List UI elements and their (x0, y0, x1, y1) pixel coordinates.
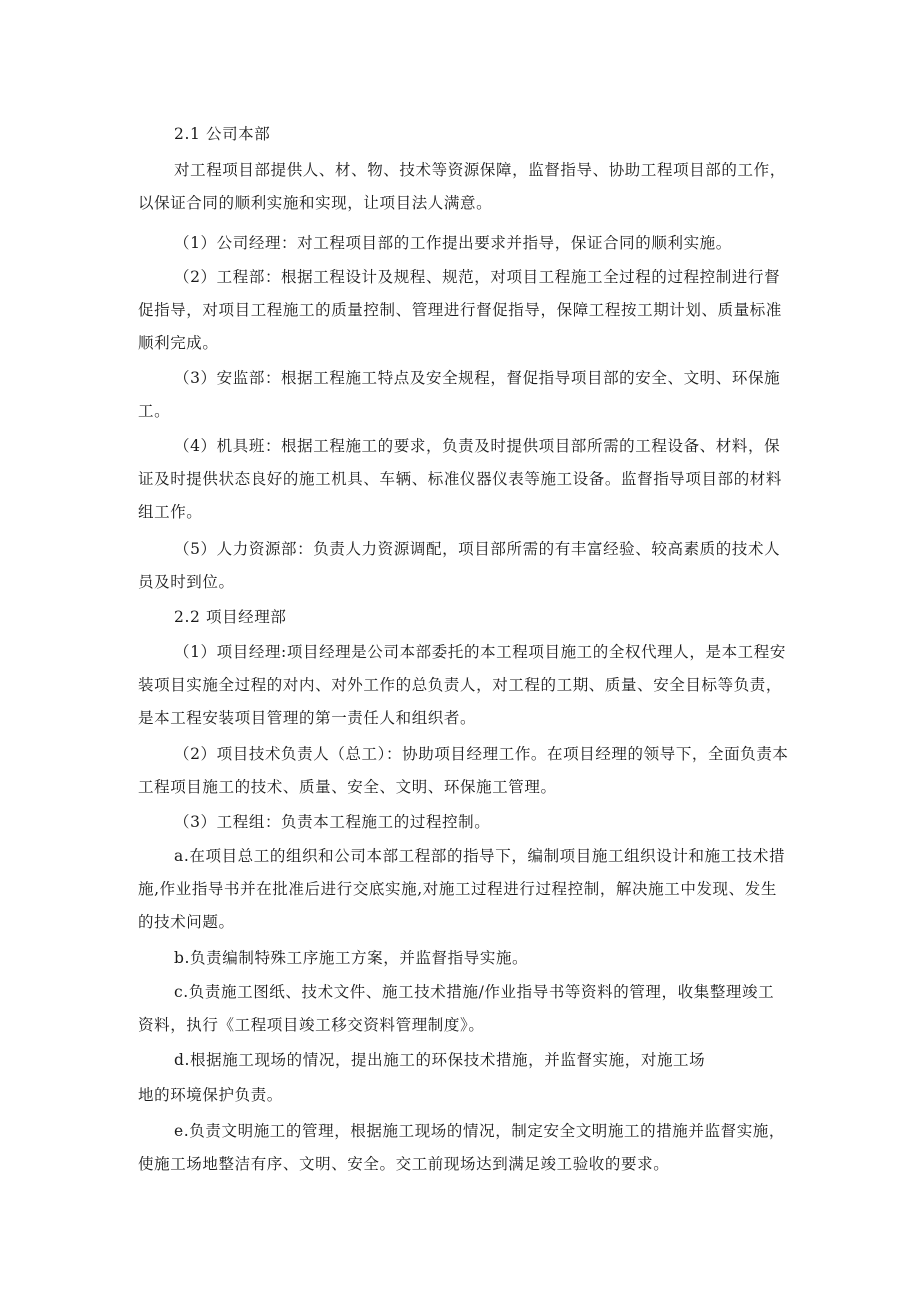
paragraph: c.负责施工图纸、技术文件、施工技术措施/作业指导书等资料的管理，收集整理竣工资料，执行《工程项目竣工移交资料管理制度》。 (138, 983, 775, 1034)
paragraph: 对工程项目部提供人、材、物、技术等资源保障，监督指导、协助工程项目部的工作，以保证合同的顺利实施和实现，让项目法人满意。 (138, 161, 786, 212)
paragraph: （5）人力资源部：负责人力资源调配，项目部所需的有丰富经验、较高素质的技术人员及时到位。 (138, 540, 781, 591)
section-heading: 2.2 项目经理部 (174, 608, 287, 626)
paragraph: a.在项目总工的组织和公司本部工程部的指导下，编制项目施工组织设计和施工技术措施,作业指导书并在批准后进行交底实施,对施工过程进行过程控制，解决施工中发现、发生的技术问题。 (138, 847, 786, 931)
section-heading: 2.1 公司本部 (174, 125, 271, 143)
paragraph: （1）项目经理:项目经理是公司本部委托的本工程项目施工的全权代理人，是本工程安装项目实施全过程的对内、对外工作的总负责人，对工程的工期、质量、安全目标等负责，是本工程安装项目管理的第一责任人和组织者。 (138, 643, 786, 727)
paragraph: 地的环境保护负责。 (138, 1086, 283, 1104)
paragraph: （3）安监部：根据工程施工特点及安全规程，督促指导项目部的安全、文明、环保施工。 (138, 369, 781, 420)
paragraph: （2）工程部：根据工程设计及规程、规范，对项目工程施工全过程的过程控制进行督促指导，对项目工程施工的质量控制、管理进行督促指导，保障工程按工期计划、质量标准顺利完成。 (138, 268, 783, 352)
paragraph: b.负责编制特殊工序施工方案，并监督指导实施。 (174, 949, 529, 967)
paragraph: （4）机具班：根据工程施工的要求，负责及时提供项目部所需的工程设备、材料，保证及时提供状态良好的施工机具、车辆、标准仪器仪表等施工设备。监督指导项目部的材料组工作。 (138, 437, 783, 521)
paragraph: e.负责文明施工的管理，根据施工现场的情况，制定安全文明施工的措施并监督实施，使施工场地整洁有序、文明、安全。交工前现场达到满足竣工验收的要求。 (138, 1122, 786, 1173)
paragraph: d.根据施工现场的情况，提出施工的环保技术措施，并监督实施，对施工场 (174, 1051, 706, 1069)
paragraph: （3）工程组：负责本工程施工的过程控制。 (174, 813, 491, 831)
paragraph: （1）公司经理：对工程项目部的工作提出要求并指导，保证合同的顺利实施。 (174, 234, 732, 252)
paragraph: （2）项目技术负责人（总工）：协助项目经理工作。在项目经理的领导下，全面负责本工程项目施工的技术、质量、安全、文明、环保施工管理。 (138, 745, 789, 796)
